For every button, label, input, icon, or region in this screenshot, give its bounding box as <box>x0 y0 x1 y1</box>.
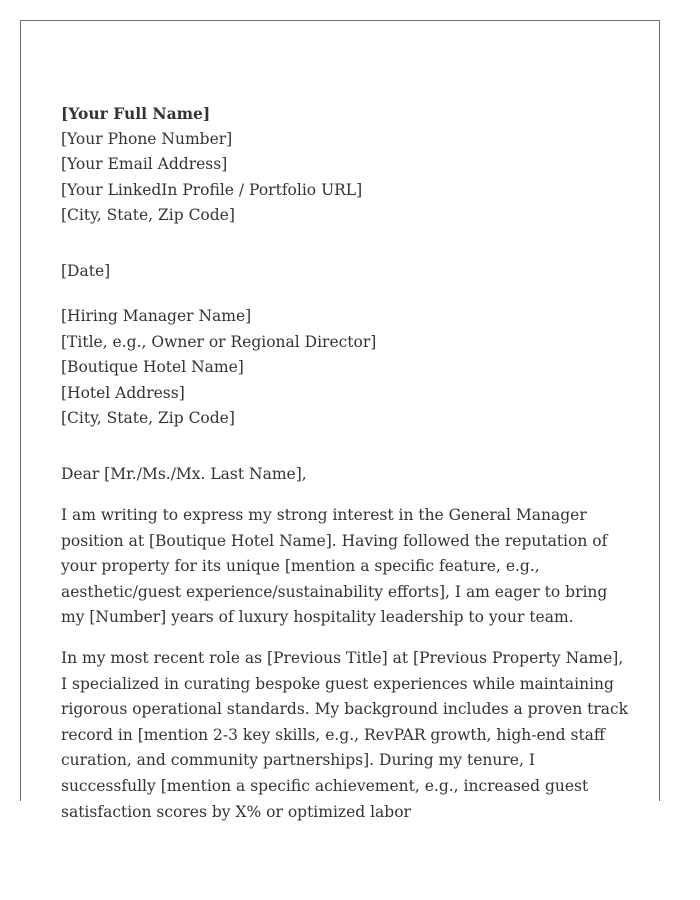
letter-body <box>61 101 631 825</box>
body-paragraph-1: I am writing to express my strong interest in the General Manager position at [Boutique Hotel Name]. Having followed the reputation of your property for its unique [mention a specific feature, e.g., aesthetic/guest experience/sustainability efforts], I am eager to bring my [Number] years of luxury hospitality leadership to your team. <box>61 506 608 627</box>
recipient-block <box>61 304 631 432</box>
recipient-name: [Hiring Manager Name] <box>61 307 252 325</box>
sender-phone: [Your Phone Number] <box>61 129 233 148</box>
document-page <box>20 20 660 821</box>
date-block <box>61 259 631 285</box>
recipient-title: [Title, e.g., Owner or Regional Director] <box>61 332 377 351</box>
salutation-block <box>61 462 631 488</box>
body-paragraph-2: In my most recent role as [Previous Title] at [Previous Property Name], I specialized in curating bespoke guest experiences while maintaining rigorous operational standards. My background includes a proven track record in [mention 2-3 key skills, e.g., RevPAR growth, high-end staff curation, and community partnerships]. During my tenure, I successfully [mention a specific achievement, e.g., increased guest satisfaction scores by X% or optimized labor <box>61 648 629 821</box>
recipient-address: [Hotel Address] <box>61 383 185 402</box>
sender-block <box>61 101 631 229</box>
sender-email: [Your Email Address] <box>61 155 228 173</box>
recipient-hotel: [Boutique Hotel Name] <box>61 358 244 376</box>
sender-city: [City, State, Zip Code] <box>61 206 235 224</box>
letter-date: [Date] <box>61 261 111 280</box>
sender-profile: [Your LinkedIn Profile / Portfolio URL] <box>61 180 363 199</box>
recipient-city: [City, State, Zip Code] <box>61 409 235 427</box>
salutation: Dear [Mr./Ms./Mx. Last Name], <box>61 464 307 483</box>
sender-name: [Your Full Name] <box>61 104 211 123</box>
